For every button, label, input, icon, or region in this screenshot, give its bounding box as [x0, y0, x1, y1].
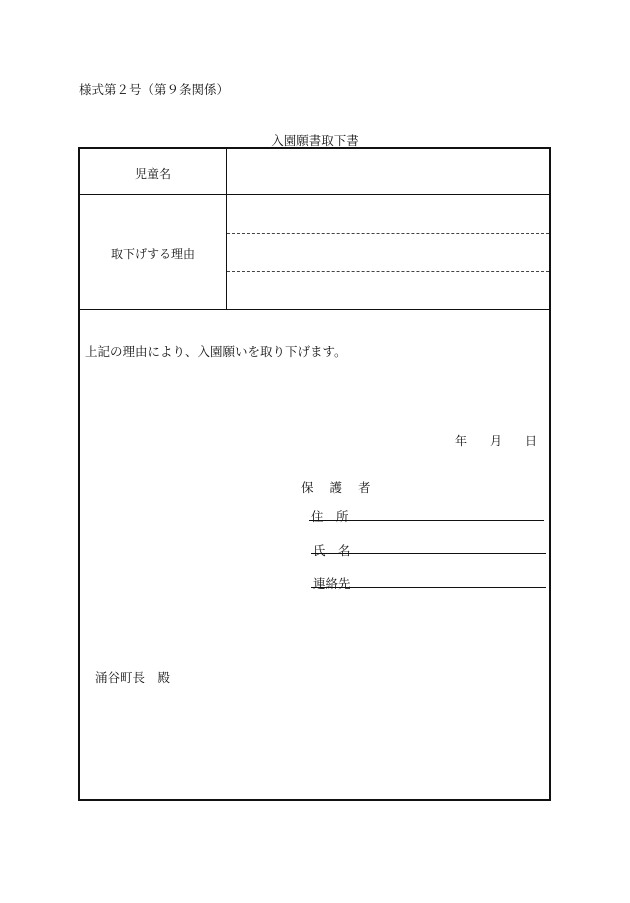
reason-dashed-line — [227, 233, 549, 234]
contact-underline[interactable] — [311, 587, 546, 588]
address-label: 住 所 — [311, 509, 349, 524]
date-month-label: 月 — [490, 434, 503, 448]
guardian-name-label: 氏 名 — [313, 543, 351, 558]
reason-line-1[interactable] — [228, 197, 548, 231]
row-divider-child-name — [80, 194, 549, 195]
document-title: 入園願書取下書 — [271, 133, 359, 148]
guardian-name-underline[interactable] — [311, 553, 546, 554]
date-year-label: 年 — [455, 434, 468, 448]
child-name-field[interactable] — [228, 151, 548, 191]
reason-line-2[interactable] — [228, 235, 548, 269]
reason-label: 取下げする理由 — [110, 247, 195, 261]
contact-label: 連絡先 — [313, 576, 351, 591]
statement-text: 上記の理由により、入園願いを取り下げます。 — [85, 344, 347, 359]
column-divider — [226, 149, 227, 309]
addressee: 涌谷町長 殿 — [95, 670, 171, 685]
guardian-heading: 保 護 者 — [301, 480, 377, 495]
reason-dashed-line — [227, 271, 549, 272]
date-day-label: 日 — [525, 434, 538, 448]
row-divider-reason — [80, 309, 549, 310]
reason-line-3[interactable] — [228, 273, 548, 307]
address-underline[interactable] — [309, 520, 544, 521]
form-number: 様式第２号（第９条関係） — [79, 82, 230, 97]
form-frame — [78, 147, 551, 801]
child-name-label: 児童名 — [134, 167, 171, 181]
